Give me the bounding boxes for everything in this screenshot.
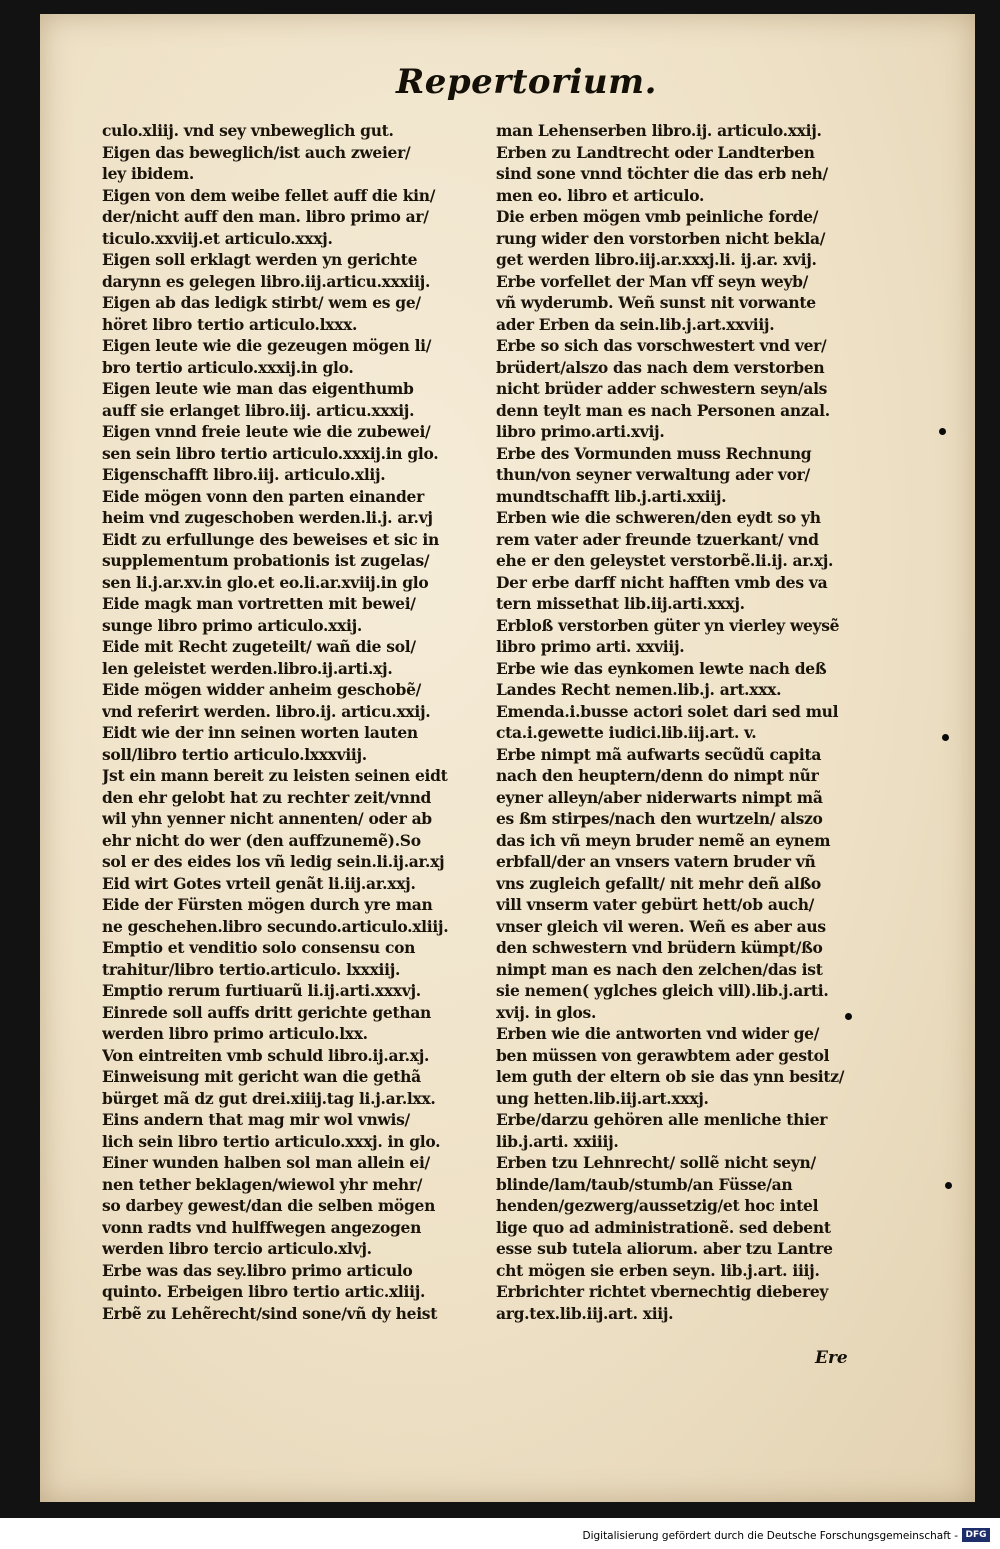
footer-credit: Digitalisierung gefördert durch die Deutsche Forschungsgemeinschaft -: [582, 1530, 958, 1542]
text-line: tern missethat lib.iij.arti.xxxj.: [496, 594, 745, 613]
text-line: ticulo.xxviij.et articulo.xxxj.: [102, 228, 333, 248]
text-line: Emenda.i.busse actori solet dari sed mul: [496, 701, 839, 721]
text-line: Eigen leute wie man das eigenthumb: [102, 379, 414, 398]
text-line: es ßm stirpes/nach den wurtzeln/ alszo: [496, 809, 823, 828]
text-line: quinto. Erbeigen libro tertio artic.xliij.: [102, 1282, 426, 1301]
text-line: Erbe vorfellet der Man vff seyn weyb/: [496, 271, 809, 291]
text-line: nicht brüder adder schwestern seyn/als: [496, 379, 828, 398]
text-line: darynn es gelegen libro.iij.articu.xxxiij.: [102, 271, 431, 291]
margin-dot: [939, 428, 946, 435]
text-line: Eide der Fürsten mögen durch yre man: [102, 895, 433, 914]
text-line: brüdert/alszo das nach dem verstorben: [496, 357, 825, 377]
text-line: sen li.j.ar.xv.in glo.et eo.li.ar.xviij.in glo: [102, 572, 429, 592]
text-line: Jst ein mann bereit zu leisten seinen eidt: [102, 766, 448, 785]
text-line: Erbe/darzu gehören alle menliche thier: [496, 1110, 828, 1129]
text-line: len geleistet werden.libro.ij.arti.xj.: [102, 658, 393, 678]
text-line: get werden libro.iij.ar.xxxj.li. ij.ar. xvij.: [496, 250, 817, 269]
text-line: rem vater ader freunde tzuerkant/ vnd: [496, 529, 819, 549]
text-line: Der erbe darff nicht hafften vmb des va: [496, 572, 828, 592]
text-line: Erbe wie das eynkomen lewte nach deß: [496, 658, 827, 678]
text-line: man Lehenserben libro.ij. articulo.xxij.: [496, 121, 822, 140]
text-line: ley ibidem.: [102, 164, 194, 183]
text-line: esse sub tutela aliorum. aber tzu Lantre: [496, 1239, 833, 1258]
text-line: vñ wyderumb. Weñ sunst nit vorwante: [496, 293, 816, 312]
text-line: vill vnserm vater gebürt hett/ob auch/: [496, 895, 815, 914]
text-line: cta.i.gewette iudici.lib.iij.art. v.: [496, 723, 757, 742]
text-line: men eo. libro et articulo.: [496, 185, 705, 205]
text-line: Von eintreiten vmb schuld libro.ij.ar.xj.: [102, 1045, 430, 1065]
text-line: Eigen von dem weibe fellet auff die kin/: [102, 185, 436, 205]
text-line: auff sie erlanget libro.iij. articu.xxxij.: [102, 400, 415, 420]
text-line: den schwestern vnd brüdern kümpt/ßo: [496, 938, 823, 957]
text-line: ung hetten.lib.iij.art.xxxj.: [496, 1088, 709, 1108]
text-line: Erbe was das sey.libro primo articulo: [102, 1260, 413, 1280]
text-line: Eigen das beweglich/ist auch zweier/: [102, 142, 411, 162]
text-line: ehr nicht do wer (den auffzunemẽ).So: [102, 830, 421, 850]
text-line: lib.j.arti. xxiiij.: [496, 1131, 619, 1151]
text-line: vnd referirt werden. libro.ij. articu.xxij.: [102, 701, 431, 721]
text-line: Erbe des Vormunden muss Rechnung: [496, 443, 812, 463]
text-line: Einrede soll auffs dritt gerichte gethan: [102, 1002, 432, 1022]
text-line: Landes Recht nemen.lib.j. art.xxx.: [496, 680, 782, 699]
margin-dot: [945, 1182, 952, 1189]
text-line: culo.xliij. vnd sey vnbeweglich gut.: [102, 121, 394, 140]
text-line: bro tertio articulo.xxxij.in glo.: [102, 357, 354, 377]
text-line: werden libro primo articulo.lxx.: [102, 1024, 368, 1043]
text-line: Emptio rerum furtiuarũ li.ij.arti.xxxvj.: [102, 981, 421, 1000]
text-line: ne geschehen.libro secundo.articulo.xliij.: [102, 916, 449, 936]
text-line: erbfall/der an vnsers vatern bruder vñ: [496, 852, 816, 871]
text-line: lem guth der eltern ob sie das ynn besitz/: [496, 1067, 845, 1086]
text-line: so darbey gewest/dan die selben mögen: [102, 1196, 436, 1215]
text-line: libro primo arti. xxviij.: [496, 637, 685, 656]
text-line: ben müssen von gerawbtem ader gestol: [496, 1045, 830, 1065]
text-line: sie nemen( yglches gleich vill).lib.j.arti.: [496, 981, 829, 1000]
text-line: Eide mögen widder anheim geschobẽ/: [102, 680, 421, 699]
text-line: wil yhn yenner nicht annenten/ oder ab: [102, 809, 432, 828]
text-line: vns zugleich gefallt/ nit mehr deñ alßo: [496, 873, 821, 893]
text-line: Eid wirt Gotes vrteil genãt li.iij.ar.xxj.: [102, 873, 416, 893]
text-line: Eidt zu erfullunge des beweises et sic in: [102, 529, 439, 549]
text-line: sen sein libro tertio articulo.xxxij.in glo.: [102, 443, 439, 463]
text-line: Erbẽ zu Lehẽrecht/sind sone/vñ dy heist: [102, 1303, 438, 1323]
text-line: Erben wie die schweren/den eydt so yh: [496, 508, 821, 527]
text-line: Eide mögen vonn den parten einander: [102, 486, 424, 506]
text-line: der/nicht auff den man. libro primo ar/: [102, 207, 429, 226]
text-line: mundtschafft lib.j.arti.xxiij.: [496, 486, 727, 506]
text-line: das ich vñ meyn bruder nemẽ an eynem: [496, 830, 831, 850]
text-line: höret libro tertio articulo.lxxx.: [102, 314, 358, 334]
text-line: Eigenschafft libro.iij. articulo.xlij.: [102, 465, 386, 484]
text-line: vnser gleich vil weren. Weñ es aber aus: [496, 916, 826, 936]
text-line: nach den heuptern/denn do nimpt nũr: [496, 766, 819, 785]
text-line: Eidt wie der inn seinen worten lauten: [102, 723, 418, 742]
text-line: Eigen soll erklagt werden yn gerichte: [102, 250, 418, 269]
text-line: thun/von seyner verwaltung ader vor/: [496, 465, 810, 484]
right-column: [496, 120, 861, 1324]
text-line: denn teylt man es nach Personen anzal.: [496, 400, 830, 420]
text-line: soll/libro tertio articulo.lxxxviij.: [102, 744, 367, 764]
text-line: cht mögen sie erben seyn. lib.j.art. iiij.: [496, 1260, 820, 1280]
left-column: [102, 120, 474, 1324]
text-line: Erben zu Landtrecht oder Landterben: [496, 142, 815, 162]
text-line: Eigen ab das ledigk stirbt/ wem es ge/: [102, 293, 421, 312]
text-line: sol er des eides los vñ ledig sein.li.ij.ar.xj: [102, 852, 445, 871]
text-line: rung wider den vorstorben nicht bekla/: [496, 228, 826, 248]
text-line: Eins andern that mag mir wol vnwis/: [102, 1110, 410, 1129]
text-line: sind sone vnnd töchter die das erb neh/: [496, 164, 828, 183]
text-line: Eide mit Recht zugeteilt/ wañ die sol/: [102, 637, 416, 656]
text-line: sunge libro primo articulo.xxij.: [102, 615, 362, 635]
text-line: xvij. in glos.: [496, 1002, 597, 1022]
text-line: lich sein libro tertio articulo.xxxj. in glo.: [102, 1131, 441, 1151]
text-line: Die erben mögen vmb peinliche forde/: [496, 207, 819, 226]
text-line: Erbe nimpt mã aufwarts secũdũ capita: [496, 744, 822, 764]
running-head: Repertorium.: [396, 62, 657, 102]
margin-dot: [845, 1013, 852, 1020]
text-line: Erbe so sich das vorschwestert vnd ver/: [496, 336, 827, 355]
text-line: nimpt man es nach den zelchen/das ist: [496, 959, 823, 979]
text-line: Eigen vnnd freie leute wie die zubewei/: [102, 422, 431, 441]
text-line: nen tether beklagen/wiewol yhr mehr/: [102, 1174, 423, 1194]
text-line: Einweisung mit gericht wan die gethã: [102, 1067, 421, 1086]
text-line: ader Erben da sein.lib.j.art.xxviij.: [496, 314, 775, 334]
text-line: lige quo ad administrationẽ. sed debent: [496, 1217, 831, 1237]
text-line: Erbloß verstorben güter yn vierley weysẽ: [496, 615, 840, 635]
text-line: henden/gezwerg/aussetzig/et hoc intel: [496, 1196, 819, 1215]
margin-dot: [942, 734, 949, 741]
text-line: Eigen leute wie die gezeugen mögen li/: [102, 336, 432, 355]
text-line: supplementum probationis ist zugelas/: [102, 551, 430, 570]
text-line: Einer wunden halben sol man allein ei/: [102, 1153, 430, 1172]
text-line: den ehr gelobt hat zu rechter zeit/vnnd: [102, 787, 432, 807]
text-line: ehe er den geleystet verstorbẽ.li.ij. ar.xj.: [496, 551, 834, 570]
text-line: vonn radts vnd hulffwegen angezogen: [102, 1217, 422, 1237]
text-line: Eide magk man vortretten mit bewei/: [102, 594, 416, 613]
text-line: eyner alleyn/aber niderwarts nimpt mã: [496, 787, 823, 807]
text-line: Erben tzu Lehnrecht/ sollẽ nicht seyn/: [496, 1153, 816, 1172]
text-line: Emptio et venditio solo consensu con: [102, 938, 416, 957]
text-line: bürget mã dz gut drei.xiiij.tag li.j.ar.lxx.: [102, 1088, 436, 1108]
text-line: werden libro tercio articulo.xlvj.: [102, 1239, 372, 1258]
text-line: arg.tex.lib.iij.art. xiij.: [496, 1303, 674, 1323]
dfg-logo-icon: DFG: [962, 1528, 990, 1542]
catchword: Ere: [815, 1348, 848, 1368]
text-line: trahitur/libro tertio.articulo. lxxxiij.: [102, 959, 401, 979]
text-line: blinde/lam/taub/stumb/an Füsse/an: [496, 1174, 793, 1194]
book-page: [40, 14, 975, 1502]
text-line: Erben wie die antworten vnd wider ge/: [496, 1024, 820, 1043]
text-line: heim vnd zugeschoben werden.li.j. ar.vj: [102, 508, 433, 527]
text-line: Erbrichter richtet vbernechtig dieberey: [496, 1282, 829, 1301]
text-line: libro primo.arti.xvij.: [496, 422, 665, 441]
